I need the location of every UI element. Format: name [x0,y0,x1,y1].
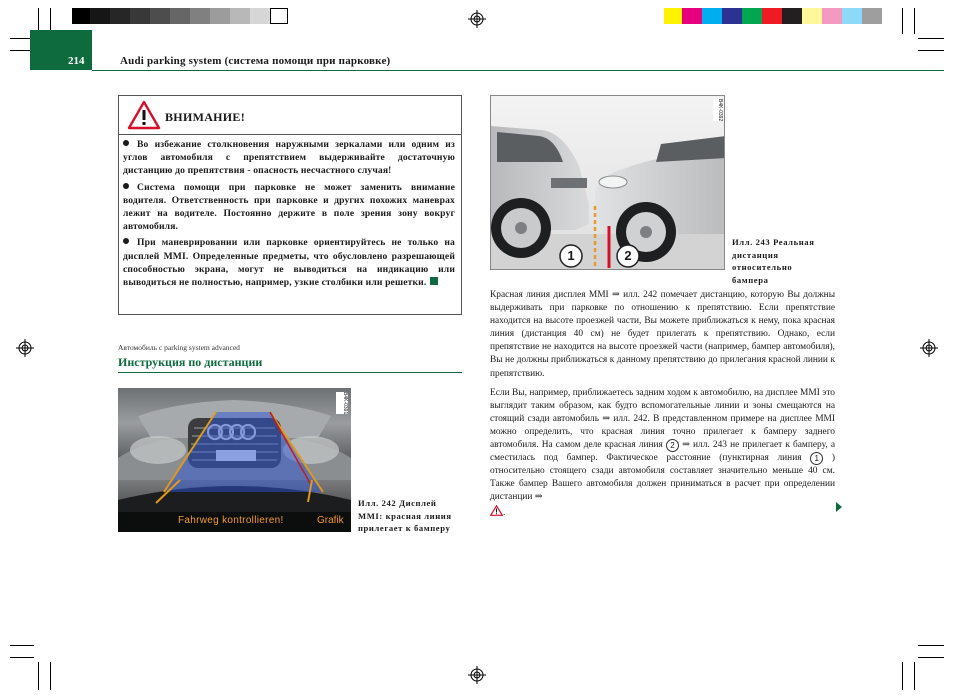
marker-2: 2 [624,248,632,263]
color-swatch [682,8,702,24]
bullet-icon [123,140,129,146]
registration-mark-icon [920,339,938,357]
header-divider [92,70,944,71]
gray-swatch [90,8,110,24]
running-header-title: Audi parking system (система помощи при парковке) [120,55,391,67]
gray-swatch [190,8,210,24]
figure-code: B4K-0391 [336,392,348,414]
warning-triangle-icon [127,100,161,130]
gray-swatch [210,8,230,24]
gray-swatch [110,8,130,24]
gray-swatch [230,8,250,24]
mmi-warning-text: Fahrweg kontrollieren! [178,515,284,526]
warning-item: Система помощи при парковке не может заменить внимание водителя. Ответственность при парковке и других похожих маневрах лежит на водителе. Постоянно держите в поле зрения зону вокруг автомобиля. [123,181,455,233]
color-swatch [862,8,882,24]
gray-swatch [270,8,288,24]
warning-list [123,138,455,292]
continue-arrow-icon [836,502,842,512]
color-swatch [742,8,762,24]
color-swatch [762,8,782,24]
paragraph: Красная линия дисплея MMI ⇒ илл. 242 помечает дистанцию, которую Вы должны выдерживать при парковке по отношению к препятствию. Если препятствие находится на высоте проезжей части, Вы можете приближаться к нему, пока красная линия (дистанция 40 см) не будет прилегать к препятствию. Однако, если препятствие не находится на высоте проезжей части (например, бампер автомобиля), Вы не должны приближаться к данному препятствию до прилегания красной линии к препятствию. [490,290,835,379]
gray-swatch [250,8,270,24]
figure-243-real-distance [490,95,725,270]
warning-triangle-icon [490,505,503,516]
figure-242-caption: Илл. 242 Дисплей MMI: красная линия прилегает к бамперу [358,498,452,534]
bullet-icon [123,183,129,189]
color-swatch [702,8,722,24]
warning-header [119,96,461,135]
registration-mark-icon [468,666,486,684]
paragraph: Если Вы, например, приближаетесь задним ходом к автомобилю, на дисплее MMI это выглядит таким образом, как будто вспомогательные линии и зоны смещаются на стоящий сзади автомобиль ⇒ илл. 242. В представленном примере на дисплее MMI можно определить, что красная линия точно прилегает к бамперу заднего автомобиля. На самом деле красная линия 2 ⇒ илл. 243 не прилегает к бамперу, а сместилась под бампер. Фактическое расстояние (пунктирная линия 1 ) относительно стоящего сзади автомобиля составляет значительно меньше 40 см. Также бампер Вашего автомобиля должен приниматься в расчет при определении дистанции ⇒ . [490,387,835,518]
section-label: Автомобиль с parking system advanced [118,343,240,352]
color-swatch [842,8,862,24]
gray-swatch [130,8,150,24]
gray-swatch [170,8,190,24]
warning-title: ВНИМАНИЕ! [165,110,246,124]
end-mark-icon [430,277,438,285]
warning-item: При маневрировании или парковке ориентируйтесь не только на дисплей MMI. Определенные предметы, что обусловлено разрешающей способностью экрана, могут не выводиться на индикацию или выводиться не полностью, например, узкие столбики или решетки. [123,237,455,289]
reference-marker-1: 1 [810,452,823,465]
real-distance-image [491,96,725,270]
figure-242-mmi-display [118,388,351,532]
section-title: Инструкция по дистанции [118,355,263,369]
color-swatch [782,8,802,24]
figure-code: B4K-0392 [713,99,723,121]
figure-243-caption: Илл. 243 Реальная дистанция относительно бампера [732,237,815,285]
color-swatch [722,8,742,24]
registration-mark-icon [468,10,486,28]
registration-mark-icon [16,339,34,357]
gray-swatch [72,8,90,24]
mmi-grafik-button: Grafik [317,515,344,526]
mmi-display-image [118,388,351,532]
color-swatch [802,8,822,24]
section-divider [118,372,462,373]
marker-1: 1 [567,248,575,263]
reference-marker-2: 2 [666,439,679,452]
color-swatch [664,8,682,24]
page-number: 214 [68,55,85,67]
warning-item: Во избежание столкновения наружными зеркалами или одним из углов автомобиля с препятствием выдерживайте достаточную дистанцию до препятствия - опасность несчастного случая! [123,139,455,177]
body-text [490,289,835,526]
color-swatch [822,8,842,24]
warning-box [118,95,462,315]
gray-swatch [150,8,170,24]
bullet-icon [123,238,129,244]
